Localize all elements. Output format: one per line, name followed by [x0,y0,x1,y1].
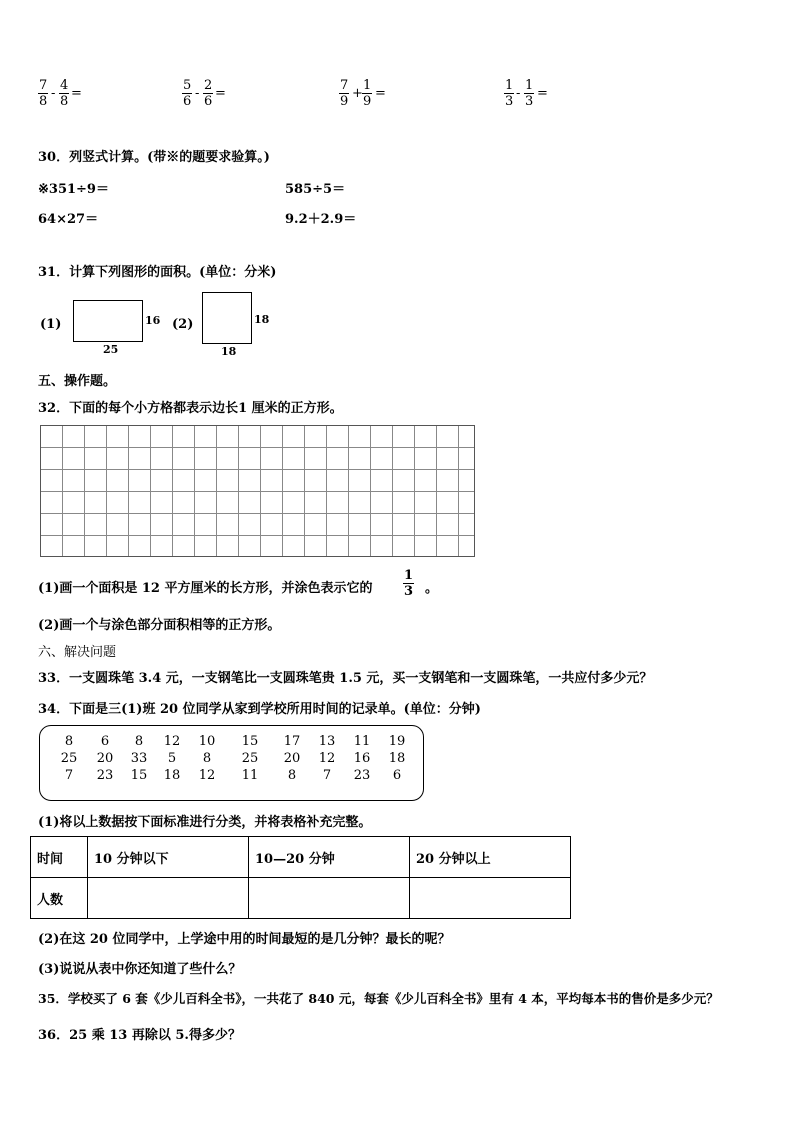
rectangle-height-label: 16 [145,314,161,327]
fraction: $\frac{1}{3}$ [505,78,514,109]
classification-table [30,836,571,919]
table-row [31,878,571,919]
fraction: $\frac{1}{9}$ [363,78,372,109]
question-30-title: 30．列竖式计算。(带※的题要求验算。) [38,150,270,165]
record-value: 20 [283,751,301,766]
record-value: 11 [241,768,259,783]
record-value: 25 [60,751,78,766]
question-34-part-3: (3)说说从表中你还知道了些什么？ [38,962,242,977]
question-32-part-1: (1)画一个面积是 12 平方厘米的长方形，并涂色表示它的 [38,581,373,596]
operator: - [195,86,200,101]
time-record-box [39,725,424,801]
record-value: 8 [64,734,74,749]
record-value: 8 [287,768,297,783]
figure-2-label: (2) [172,317,194,332]
fraction: $\frac{5}{6}$ [183,78,192,109]
record-value: 23 [96,768,114,783]
rectangle-width-label: 25 [103,343,119,356]
record-value: 8 [202,751,212,766]
question-32-part-1-end: 。 [425,581,439,596]
equals-sign: = [375,86,386,101]
square-grid[interactable] [40,425,475,557]
record-value: 8 [134,734,144,749]
record-value: 15 [130,768,148,783]
question-32-part-2: (2)画一个与涂色部分面积相等的正方形。 [38,618,281,633]
operator: - [516,86,521,101]
record-value: 12 [163,734,181,749]
record-value: 10 [198,734,216,749]
record-value: 12 [318,751,336,766]
table-header-row [31,837,571,878]
record-value: 20 [96,751,114,766]
question-31-title: 31．计算下列图形的面积。(单位：分米) [38,265,277,280]
calc-item-1: ※351÷9＝ [38,182,109,197]
fraction: $\frac{1}{3}$ [525,78,534,109]
square-side-label: 18 [254,313,270,326]
fraction-one-third: $\frac{1}{3}$ [404,568,414,599]
fraction: $\frac{7}{9}$ [340,78,349,109]
record-value: 7 [64,768,74,783]
question-35: 35．学校买了 6 套《少儿百科全书》，一共花了 840 元，每套《少儿百科全书》里有 4 本，平均每本书的售价是多少元？ [38,991,719,1006]
count-cell-under-10[interactable] [88,878,249,919]
table-header-cell: 10 分钟以下 [88,837,249,878]
record-value: 13 [318,734,336,749]
figure-1-label: (1) [40,317,62,332]
record-value: 12 [198,768,216,783]
record-value: 18 [163,768,181,783]
calc-item-4: 9.2＋2.9＝ [285,212,357,227]
fraction: $\frac{2}{6}$ [204,78,213,109]
count-cell-10-20[interactable] [249,878,410,919]
record-value: 6 [100,734,110,749]
table-header-cell: 20 分钟以上 [410,837,571,878]
operator: - [51,86,56,101]
record-value: 16 [353,751,371,766]
fraction: $\frac{7}{8}$ [39,78,48,109]
question-34-part-2: (2)在这 20 位同学中，上学途中用的时间最短的是几分钟？最长的呢？ [38,932,451,947]
rectangle-shape [73,300,143,342]
record-value: 33 [130,751,148,766]
equals-sign: = [537,86,548,101]
record-value: 18 [388,751,406,766]
square-shape [202,292,252,344]
record-value: 6 [392,768,402,783]
record-value: 17 [283,734,301,749]
calc-item-2: 585÷5＝ [285,182,346,197]
record-value: 25 [241,751,259,766]
table-row-label: 人数 [31,878,88,919]
record-value: 7 [322,768,332,783]
calc-item-3: 64×27＝ [38,212,99,227]
table-header-cell: 时间 [31,837,88,878]
record-value: 19 [388,734,406,749]
question-36: 36．25 乘 13 再除以 5.得多少？ [38,1028,241,1043]
equals-sign: = [215,86,226,101]
record-value: 5 [167,751,177,766]
record-value: 15 [241,734,259,749]
section-6-heading: 六、解决问题 [38,645,117,660]
question-32-title: 32．下面的每个小方格都表示边长1 厘米的正方形。 [38,401,343,416]
count-cell-over-20[interactable] [410,878,571,919]
table-header-cell: 10—20 分钟 [249,837,410,878]
question-33: 33．一支圆珠笔 3.4 元，一支钢笔比一支圆珠笔贵 1.5 元，买一支钢笔和一支圆珠笔，一共应付多少元？ [38,671,653,686]
fraction: $\frac{4}{8}$ [60,78,69,109]
section-5-heading: 五、操作题。 [38,374,117,389]
equals-sign: = [71,86,82,101]
operator: + [352,86,363,101]
square-bottom-label: 18 [221,345,237,358]
record-value: 11 [353,734,371,749]
question-34-title: 34．下面是三(1)班 20 位同学从家到学校所用时间的记录单。(单位：分钟) [38,702,481,717]
record-value: 23 [353,768,371,783]
question-34-part-1: (1)将以上数据按下面标准进行分类，并将表格补充完整。 [38,815,372,830]
